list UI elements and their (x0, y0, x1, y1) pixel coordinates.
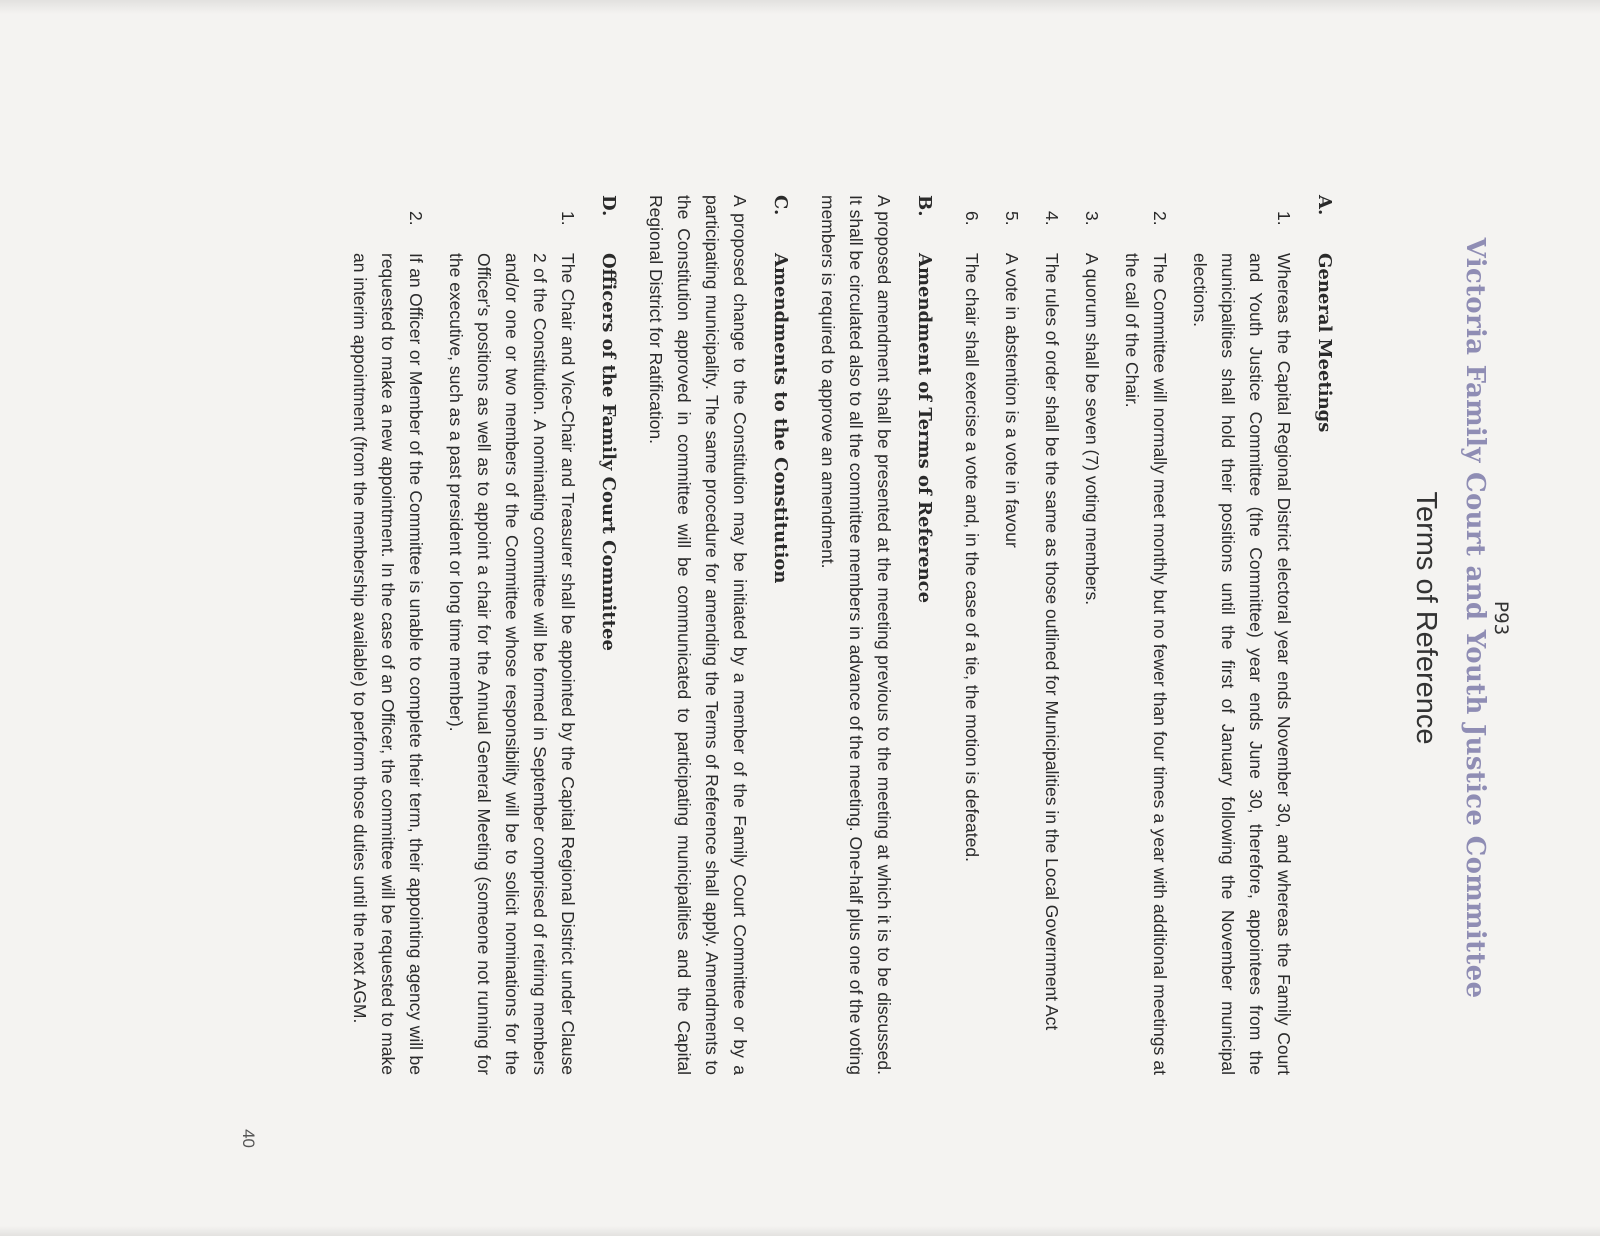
page-number: 40 (239, 1129, 258, 1148)
item-text: A vote in abstention is a vote in favour (1002, 253, 1022, 548)
item-number: 2. (1150, 211, 1170, 226)
section-title: General Meetings (1314, 253, 1335, 433)
numbered-list (346, 195, 582, 1075)
section-heading (1310, 195, 1338, 1075)
organization-title: Victoria Family Court and Youth Justice Committee (1460, 237, 1490, 999)
section-heading (910, 195, 938, 1075)
section-amendments-constitution (642, 195, 794, 1075)
list-item (346, 195, 430, 1075)
item-text: Whereas the Capital Regional District electoral year ends November 30, and whereas the Family Court and Youth Justice Committee (the Committee) year ends June 30, therefore, appointees from the municipalities shall hold their positions until the first of January following the November municipal elections. (1190, 253, 1294, 1075)
list-item (1078, 195, 1106, 1075)
section-paragraph: A proposed change to the Constitution may be initiated by a member of the Family Court Committee or by a participating municipality. The same procedure for amending the Terms of Reference shall apply. Amendments to the Constitution approved in committee will be communicated to participating municipalities and the Capital Regional District for Ratification. (646, 195, 750, 1075)
item-number: 4. (1042, 211, 1062, 226)
section-heading (766, 195, 794, 1075)
page-label: P93 (1490, 600, 1512, 636)
list-item (958, 195, 986, 1075)
item-number: 1. (558, 211, 578, 226)
document-title: Terms of Reference (1410, 491, 1442, 745)
item-number: 3. (1082, 211, 1102, 226)
item-number: 2. (406, 211, 426, 226)
list-item (1038, 195, 1066, 1075)
section-letter: A. (1314, 195, 1335, 216)
section-heading (594, 195, 622, 1075)
document-body (326, 195, 1338, 1075)
item-text: The Chair and Vice-Chair and Treasurer shall be appointed by the Capital Regional District under Clause 2 of the Constitution. A nominating committee will be formed in September comprised of retiring members and/or one or two members of the Committee whose responsibility will be to solicit nominations for the Officer's positions as well as to appoint a chair for the Annual General Meeting (someone not running for the executive, such as a past president or long time member). (446, 253, 578, 1075)
section-letter: D. (598, 195, 619, 217)
item-number: 1. (1274, 211, 1294, 226)
section-letter: B. (914, 195, 935, 217)
section-officers (346, 195, 622, 1075)
item-number: 5. (1002, 211, 1022, 226)
section-paragraph: A proposed amendment shall be presented at the meeting previous to the meeting at which it is to be discussed. It shall be circulated also to all the committee members in advance of the meeting. One-half plus one of the voting members is required to approve an amendment. (818, 195, 894, 1075)
item-text: The chair shall exercise a vote and, in the case of a tie, the motion is defeated. (962, 253, 982, 862)
section-title: Amendments to the Constitution (770, 253, 791, 584)
item-text: The Committee will normally meet monthly but no fewer than four times a year with additional meetings at the call of the Chair. (1122, 253, 1170, 1075)
item-number: 6. (962, 211, 982, 226)
item-text: A quorum shall be seven (7) voting members. (1082, 253, 1102, 606)
section-amendment-terms (814, 195, 938, 1075)
section-general-meetings (958, 195, 1338, 1075)
item-text: If an Officer or Member of the Committee is unable to complete their term, their appointing agency will be requested to make a new appointment. In the case of an Officer, the committee will be requested to make an interim appointment (from the membership available) to perform those duties until the next AGM. (350, 253, 426, 1075)
section-letter: C. (770, 195, 791, 216)
list-item (1118, 195, 1174, 1075)
list-item (1186, 195, 1298, 1075)
item-text: The rules of order shall be the same as those outlined for Municipalities in the Local Government Act (1042, 253, 1062, 1031)
list-item (442, 195, 582, 1075)
section-title: Amendment of Terms of Reference (914, 253, 935, 604)
list-item (998, 195, 1026, 1075)
numbered-list (958, 195, 1298, 1075)
section-title: Officers of the Family Court Committee (598, 253, 619, 651)
